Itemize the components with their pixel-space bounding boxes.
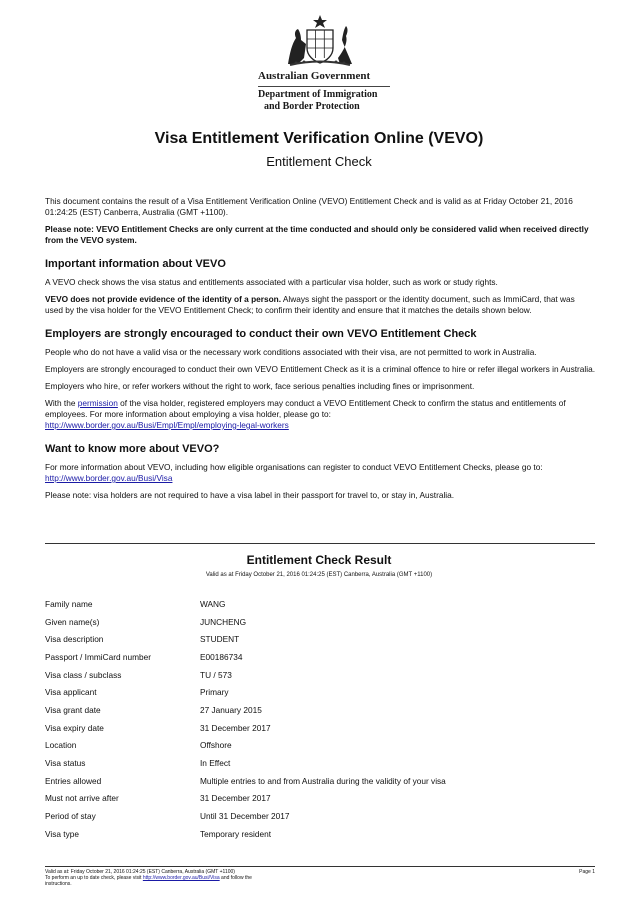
result-value: WANG — [200, 598, 226, 609]
footer-text — [45, 869, 305, 887]
result-label: Visa expiry date — [45, 722, 104, 733]
result-title: Entitlement Check Result — [246, 553, 392, 567]
footer-line-1: Valid as at: Friday October 21, 2016 01:24:25 (EST) Canberra, Australia (GMT +1100) — [45, 869, 235, 875]
important-paragraph-2 — [45, 294, 595, 316]
result-label: Passport / ImmiCard number — [45, 651, 152, 662]
employers-heading: Employers are strongly encouraged to conduct their own VEVO Entitlement Check — [45, 328, 477, 340]
important-heading: Important information about VEVO — [45, 258, 226, 270]
document-body — [45, 196, 595, 507]
important-paragraph-1: A VEVO check shows the visa status and entitlements associated with a particular visa holder, such as work or study rights. — [45, 277, 498, 287]
department-line-1: Department of Immigration — [258, 89, 378, 100]
footer-line-2-start: To perform an up to date check, please visit — [45, 875, 143, 881]
result-value: Until 31 December 2017 — [200, 811, 290, 822]
result-value: 31 December 2017 — [200, 722, 271, 733]
page-subtitle: Entitlement Check — [266, 154, 372, 169]
result-label: Visa type — [45, 828, 79, 839]
result-value: Offshore — [200, 740, 232, 751]
employers-paragraph-3: Employers who hire, or refer workers without the right to work, face serious penalties including fines or imprisonment. — [45, 381, 475, 391]
result-value: 31 December 2017 — [200, 793, 271, 804]
identity-warning: VEVO does not provide evidence of the identity of a person. — [45, 294, 282, 304]
result-row-visa-type — [45, 825, 595, 843]
page-number: Page 1 — [579, 869, 595, 875]
footer-line-3: instructions. — [45, 881, 72, 887]
employers-paragraph-2: Employers are strongly encouraged to conduct their own VEVO Entitlement Check as it is a criminal offence to hire or refer illegal workers in Australia. — [45, 364, 596, 374]
employers-p4-start: With the — [45, 398, 78, 408]
result-row-passport-number — [45, 648, 595, 666]
result-row-visa-class — [45, 666, 595, 684]
result-row-visa-description — [45, 630, 595, 648]
result-label: Entries allowed — [45, 775, 102, 786]
result-value: TU / 573 — [200, 669, 232, 680]
result-value: STUDENT — [200, 634, 240, 645]
coat-of-arms-icon — [282, 14, 358, 68]
permission-link[interactable]: permission — [77, 398, 118, 408]
result-label: Visa description — [45, 634, 104, 645]
result-valid-as-at: Valid as at Friday October 21, 2016 01:24:25 (EST) Canberra, Australia (GMT +1100) — [205, 572, 433, 578]
intro-paragraph: This document contains the result of a Visa Entitlement Verification Online (VEVO) Entitlement Check and is valid as at Friday October 21, 2016 01:24:25 (EST) Canberra, Australia (GMT +1100). — [45, 196, 573, 217]
result-value: Temporary resident — [200, 828, 272, 839]
result-row-grant-date — [45, 701, 595, 719]
employers-paragraph-1: People who do not have a valid visa or the necessary work conditions associated with their visa, are not permitted to work in Australia. — [45, 347, 537, 357]
result-value: E00186734 — [200, 651, 243, 662]
result-label: Period of stay — [45, 811, 96, 822]
identity-warning-detail: Always sight the passport or the identity document, such as ImmiCard, that was used by the visa holder for the VEVO Entitlement Check; to confirm their identity and ensure that it matches the details shown below. — [45, 294, 575, 315]
result-label: Given name(s) — [45, 616, 100, 627]
department-name — [258, 89, 398, 112]
department-line-2: and Border Protection — [264, 100, 360, 112]
employers-paragraph-4 — [45, 398, 595, 431]
result-row-location — [45, 737, 595, 755]
government-name: Australian Government — [258, 70, 371, 82]
result-label: Family name — [45, 598, 93, 609]
result-label: Visa status — [45, 758, 86, 769]
footer-line-2-end: and follow the — [219, 875, 252, 881]
result-row-period-of-stay — [45, 807, 595, 825]
result-value: Primary — [200, 687, 229, 698]
busi-visa-link[interactable]: http://www.border.gov.au/Busi/Visa — [45, 473, 173, 483]
result-row-must-not-arrive-after — [45, 790, 595, 808]
employers-p4-rest: of the visa holder, registered employers may conduct a VEVO Entitlement Check to confirm the status and entitlements of employees. For more information about employing a visa holder, please go to: — [45, 398, 566, 419]
result-label: Visa class / subclass — [45, 669, 122, 680]
result-table — [45, 595, 595, 843]
result-label: Location — [45, 740, 77, 751]
footer-divider — [45, 866, 595, 867]
result-row-visa-status — [45, 754, 595, 772]
footer-visa-link[interactable]: http://www.border.gov.au/Busi/Visa — [142, 875, 220, 881]
result-row-family-name — [45, 595, 595, 613]
result-row-entries-allowed — [45, 772, 595, 790]
result-value: In Effect — [200, 758, 231, 769]
header-divider — [258, 86, 390, 87]
result-label: Must not arrive after — [45, 793, 119, 804]
more-p1-text: For more information about VEVO, including how eligible organisations can register to conduct VEVO Entitlement Checks, please go to: — [45, 462, 543, 472]
result-value: JUNCHENG — [200, 616, 247, 627]
section-divider — [45, 543, 595, 544]
result-row-expiry-date — [45, 719, 595, 737]
employing-legal-workers-link[interactable]: http://www.border.gov.au/Busi/Empl/Empl/employing-legal-workers — [45, 420, 289, 430]
result-row-visa-applicant — [45, 683, 595, 701]
more-heading: Want to know more about VEVO? — [45, 443, 220, 455]
result-label: Visa grant date — [45, 704, 101, 715]
result-value: 27 January 2015 — [200, 704, 262, 715]
page-title: Visa Entitlement Verification Online (VEVO) — [154, 130, 484, 147]
more-paragraph-2: Please note: visa holders are not required to have a visa label in their passport for travel to, or stay in, Australia. — [45, 490, 455, 500]
validity-note: Please note: VEVO Entitlement Checks are only current at the time conducted and should only be considered valid when received directly from the VEVO system. — [45, 224, 589, 245]
result-value: Multiple entries to and from Australia during the validity of your visa — [200, 775, 446, 786]
result-label: Visa applicant — [45, 687, 97, 698]
more-paragraph-1 — [45, 462, 595, 484]
result-row-given-names — [45, 613, 595, 631]
